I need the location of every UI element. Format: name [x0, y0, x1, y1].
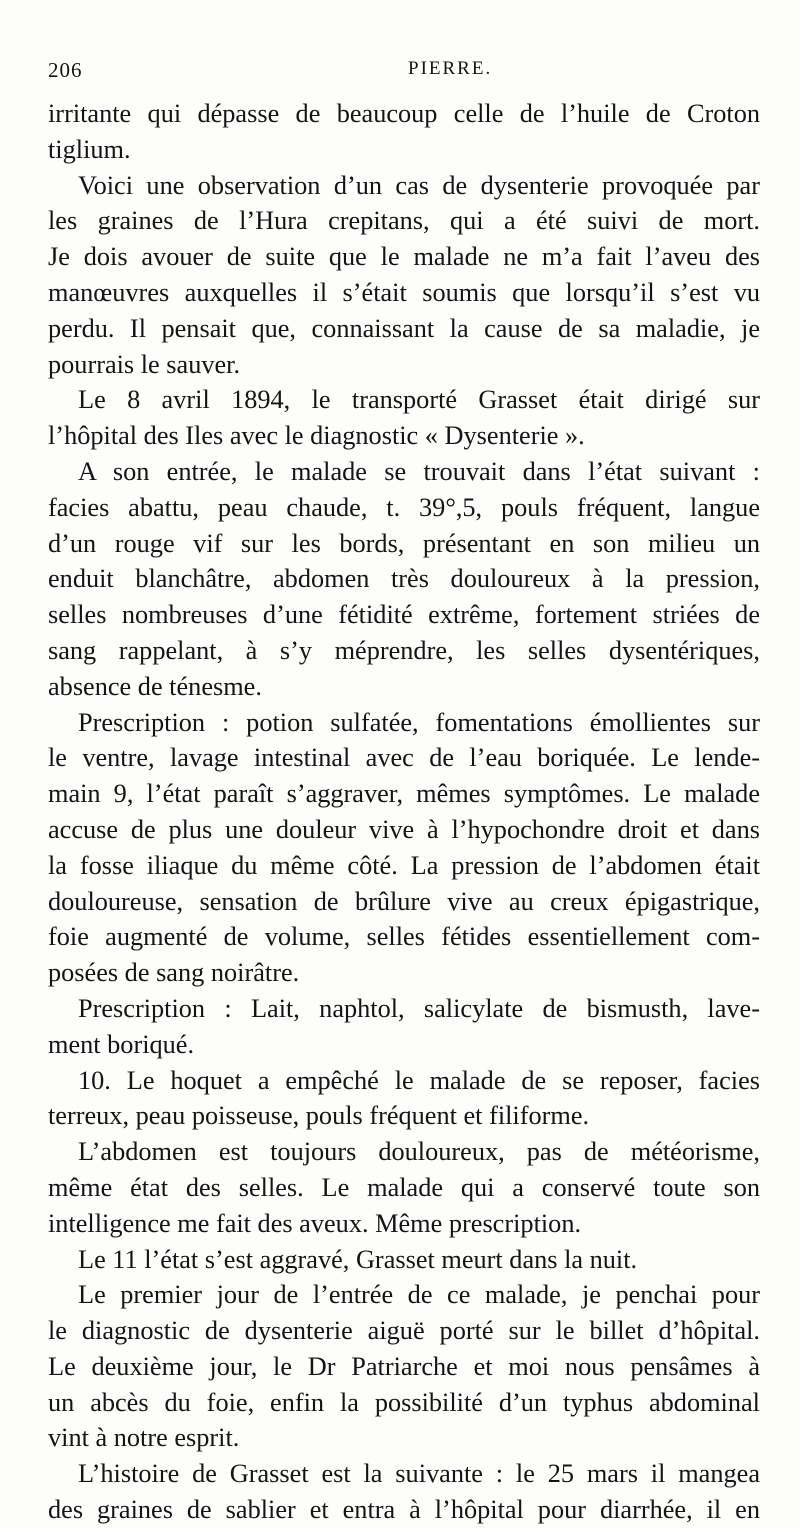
text-line: L’histoire de Grasset est la suivante : le 25 mars il mangea	[78, 1459, 760, 1489]
text-line: main 9, l’état paraît s’aggraver, mêmes symptômes. Le malade	[48, 779, 760, 809]
body-text	[48, 96, 760, 1528]
text-line: L’abdomen est toujours douloureux, pas de météorisme,	[78, 1137, 760, 1167]
page-number: 206	[48, 58, 83, 82]
text-line: selles nombreuses d’une fétidité extrême, fortement striées de	[48, 600, 760, 630]
text-line: sang rappelant, à s’y méprendre, les selles dysentériques,	[48, 635, 760, 665]
text-line: pourrais le sauver.	[48, 349, 241, 379]
text-line: la fosse iliaque du même côté. La pression de l’abdomen était	[48, 850, 760, 880]
text-line: posées de sang noirâtre.	[48, 958, 300, 988]
text-line: manœuvres auxquelles il s’était soumis que lorsqu’il s’est vu	[48, 277, 760, 307]
text-line: des graines de sablier et entra à l’hôpital pour diarrhée, il en	[48, 1495, 760, 1525]
text-line: douloureuse, sensation de brûlure vive au creux épigastrique,	[48, 886, 760, 916]
text-line: le diagnostic de dysenterie aiguë porté sur le billet d’hôpital.	[48, 1316, 760, 1346]
text-line: A son entrée, le malade se trouvait dans l’état suivant :	[78, 456, 760, 486]
text-line: Le deuxième jour, le Dr Patriarche et moi nous pensâmes à	[48, 1351, 760, 1381]
text-line: Prescription : Lait, naphtol, salicylate de bismusth, lave-	[78, 993, 760, 1023]
text-line: les graines de l’Hura crepitans, qui a été suivi de mort.	[48, 206, 760, 236]
text-line: facies abattu, peau chaude, t. 39°,5, pouls fréquent, langue	[48, 492, 760, 522]
text-line: perdu. Il pensait que, connaissant la cause de sa maladie, je	[48, 313, 760, 343]
text-line: vint à notre esprit.	[48, 1423, 240, 1453]
text-line: l’hôpital des Iles avec le diagnostic « Dysenterie ».	[48, 421, 585, 451]
text-line: irritante qui dépasse de beaucoup celle de l’huile de Croton	[48, 99, 760, 128]
text-line: 10. Le hoquet a empêché le malade de se reposer, facies	[78, 1065, 760, 1095]
text-line: Je dois avouer de suite que le malade ne m’a fait l’aveu des	[48, 242, 760, 272]
text-line: accuse de plus une douleur vive à l’hypochondre droit et dans	[48, 814, 760, 844]
running-head: PIERRE.	[408, 58, 493, 79]
text-line: intelligence me fait des aveux. Même prescription.	[48, 1208, 582, 1238]
text-line: Le premier jour de l’entrée de ce malade, je penchai pour	[78, 1280, 760, 1310]
text-line: Prescription : potion sulfatée, fomentations émollientes sur	[78, 707, 760, 737]
text-line: tiglium.	[48, 134, 131, 164]
text-line: Le 8 avril 1894, le transporté Grasset était dirigé sur	[78, 385, 760, 415]
text-line: absence de ténesme.	[48, 671, 262, 701]
text-line: le ventre, lavage intestinal avec de l’eau boriquée. Le lende-	[48, 743, 760, 773]
text-line: Voici une observation d’un cas de dysenterie provoquée par	[78, 170, 760, 200]
text-line: Le 11 l’état s’est aggravé, Grasset meurt dans la nuit.	[78, 1244, 638, 1274]
text-line: ment boriqué.	[48, 1029, 195, 1059]
text-line: d’un rouge vif sur les bords, présentant en son milieu un	[48, 528, 760, 558]
text-line: un abcès du foie, enfin la possibilité d’un typhus abdominal	[48, 1387, 760, 1417]
text-line: terreux, peau poisseuse, pouls fréquent et filiforme.	[48, 1101, 590, 1131]
text-line: enduit blanchâtre, abdomen très douloureux à la pression,	[48, 564, 760, 594]
page-header	[48, 58, 760, 88]
text-line: même état des selles. Le malade qui a conservé toute son	[48, 1172, 760, 1202]
text-line: foie augmenté de volume, selles fétides essentiellement com-	[48, 922, 760, 952]
